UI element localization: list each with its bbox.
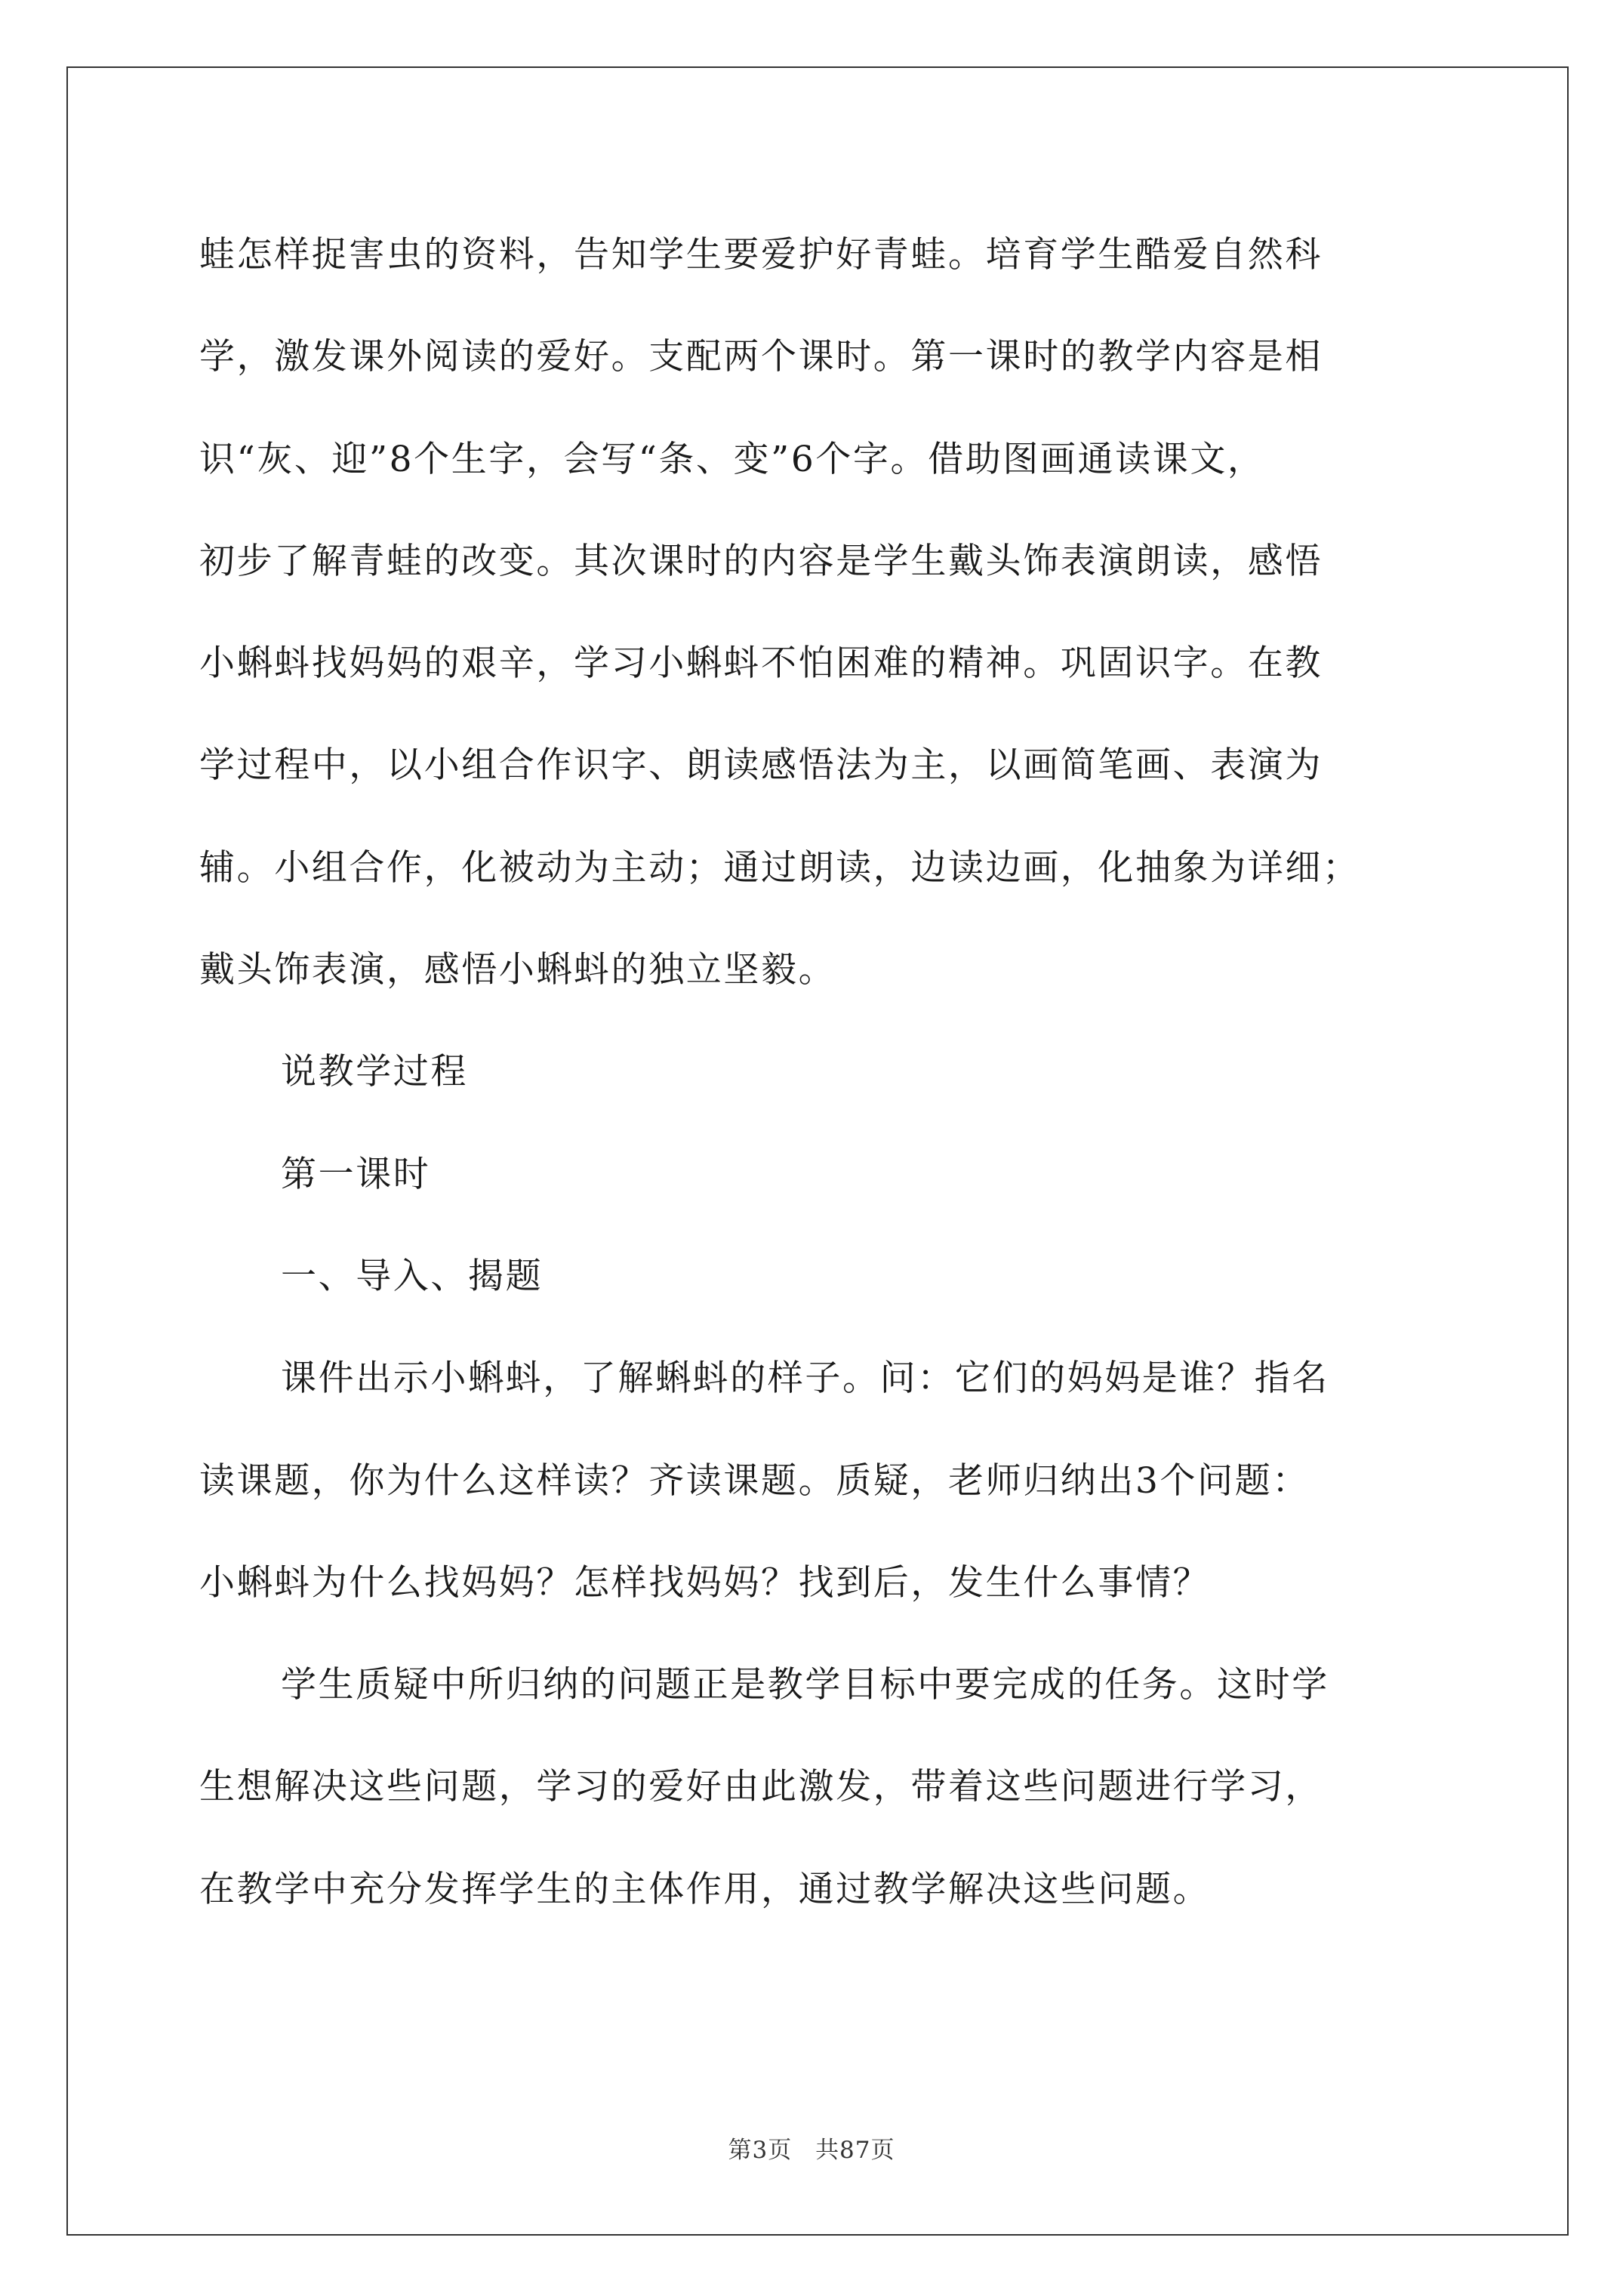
document-body [199,204,1475,1940]
paragraph-line: 戴头饰表演，感悟小蝌蚪的独立坚毅。 [199,949,836,991]
section-heading: 说教学过程 [281,1051,468,1093]
paragraph-line: 小蝌蚪找妈妈的艰辛，学习小蝌蚪不怕困难的精神。巩固识字。在教 [199,643,1323,685]
paragraph-line: 在教学中充分发挥学生的主体作用，通过教学解决这些问题。 [199,1868,1211,1910]
paragraph-line: 课件出示小蝌蚪，了解蝌蚪的样子。问：它们的妈妈是谁？指名 [281,1358,1329,1400]
page-footer [0,2131,1623,2165]
paragraph-line: 蛙怎样捉害虫的资料，告知学生要爱护好青蛙。培育学生酷爱自然科 [199,234,1323,276]
page-total: 共87页 [815,2137,895,2164]
paragraph-line: 学，激发课外阅读的爱好。支配两个课时。第一课时的教学内容是相 [199,336,1323,378]
page-number: 第3页 [728,2137,793,2164]
paragraph-line: 辅。小组合作，化被动为主动；通过朗读，边读边画，化抽象为详细； [199,846,1360,889]
paragraph-line: 读课题，你为什么这样读？齐读课题。质疑，老师归纳出3个问题： [199,1459,1310,1502]
paragraph-line: 初步了解青蛙的改变。其次课时的内容是学生戴头饰表演朗读，感悟 [199,540,1323,582]
paragraph-line: 学过程中，以小组合作识字、朗读感悟法为主，以画简笔画、表演为 [199,744,1323,787]
paragraph-line: 学生质疑中所归纳的问题正是教学目标中要完成的任务。这时学 [281,1664,1329,1706]
paragraph-line: 识“灰、迎”8个生字，会写“条、变”6个字。借助图画通读课文， [199,438,1265,480]
paragraph-line: 小蝌蚪为什么找妈妈？怎样找妈妈？找到后，发生什么事情？ [199,1561,1211,1604]
paragraph-line: 生想解决这些问题，学习的爱好由此激发，带着这些问题进行学习， [199,1766,1323,1808]
subsection-heading: 第一课时 [281,1153,431,1195]
step-heading: 一、导入、揭题 [281,1255,544,1297]
